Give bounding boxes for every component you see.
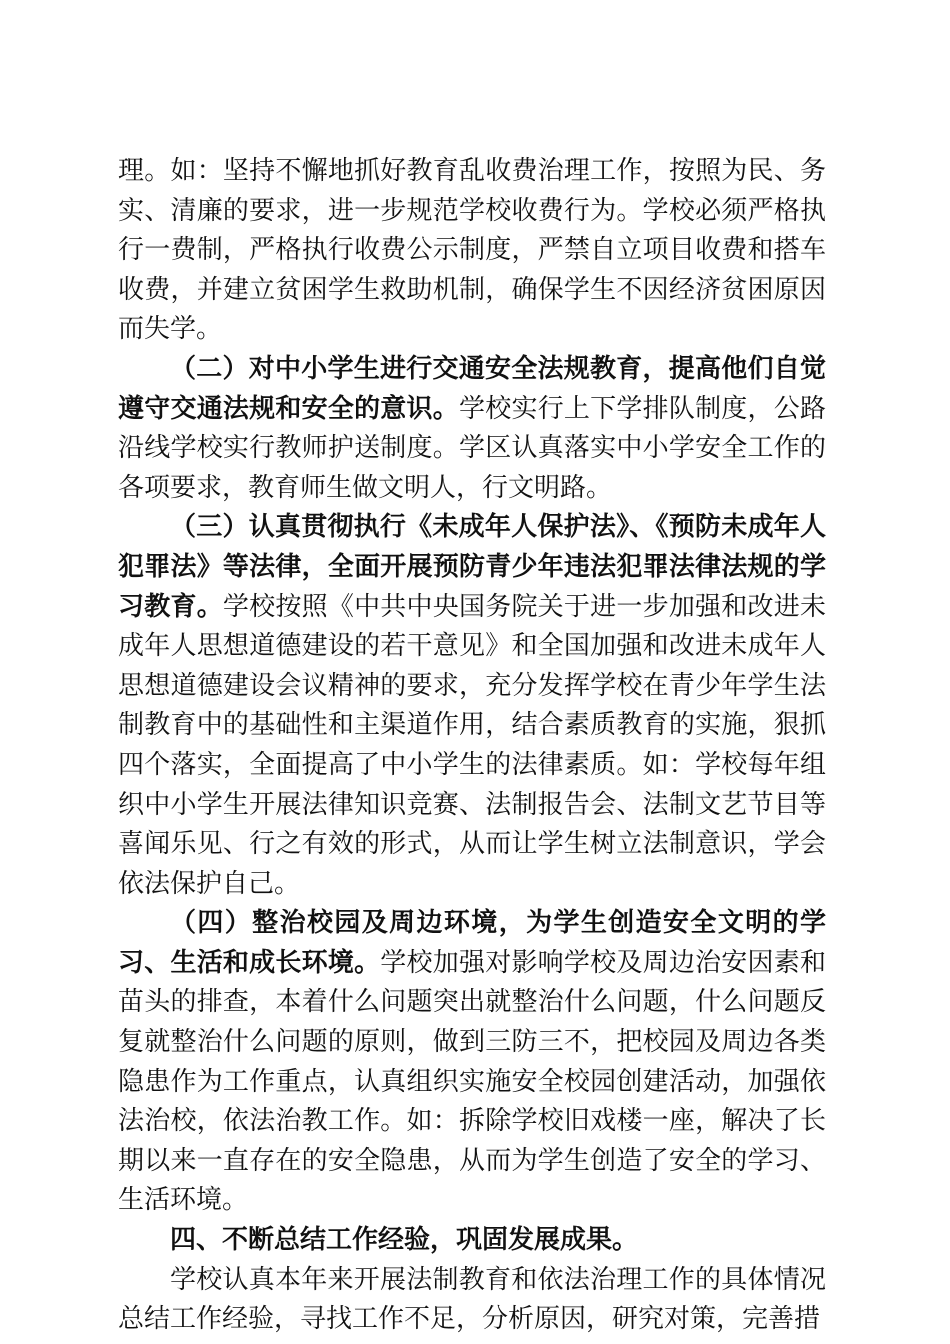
paragraph-2 [118,350,826,508]
paragraph-3-heading: （三）认真贯彻执行《未成年人保护法》、《预防未成年人犯罪法》等法律，全面开展预防青少年违法犯罪法律法规的学习教育。 [118,512,826,622]
paragraph-5: 学校认真本年来开展法制教育和依法治理工作的具体情况总结工作经验，寻找工作不足，分析原因，研究对策，完善措 [118,1264,826,1335]
paragraph-4-heading: （四）整治校园及周边环境，为学生创造安全文明的学习、生活和成长环境。 [118,908,826,978]
paragraph-continued: 理。如：坚持不懈地抓好教育乱收费治理工作，按照为民、务实、清廉的要求，进一步规范学校收费行为。学校必须严格执行一费制，严格执行收费公示制度，严禁自立项目收费和搭车收费，并建立贫困学生救助机制，确保学生不因经济贫困原因而失学。 [118,156,826,345]
document-page [118,152,826,1340]
section-4-heading: 四、不断总结工作经验，巩固发展成果。 [170,1225,639,1256]
paragraph-2-body: 学校实行上下学排队制度，公路沿线学校实行教师护送制度。学区认真落实中小学安全工作的各项要求，教育师生做文明人，行文明路。 [118,393,826,503]
paragraph-3 [118,508,826,904]
paragraph-4-body: 学校加强对影响学校及周边治安因素和苗头的排查，本着什么问题突出就整治什么问题，什么问题反复就整治什么问题的原则，做到三防三不，把校园及周边各类隐患作为工作重点，认真组织实施安全校园创建活动，加强依法治校，依法治教工作。如：拆除学校旧戏楼一座，解决了长期以来一直存在的安全隐患，从而为学生创造了安全的学习、生活环境。 [118,947,826,1216]
paragraph-3-body: 学校按照《中共中央国务院关于进一步加强和改进未成年人思想道德建设的若干意见》和全国加强和改进未成年人思想道德建设会议精神的要求，充分发挥学校在青少年学生法制教育中的基础性和主渠道作用，结合素质教育的实施，狠抓四个落实，全面提高了中小学生的法律素质。如：学校每年组织中小学生开展法律知识竞赛、法制报告会、法制文艺节目等喜闻乐见、行之有效的形式，从而让学生树立法制意识，学会依法保护自己。 [118,591,826,899]
paragraph-2-heading: （二）对中小学生进行交通安全法规教育，提高他们自觉遵守交通法规和安全的意识。 [118,353,826,424]
paragraph-4 [118,904,826,1221]
